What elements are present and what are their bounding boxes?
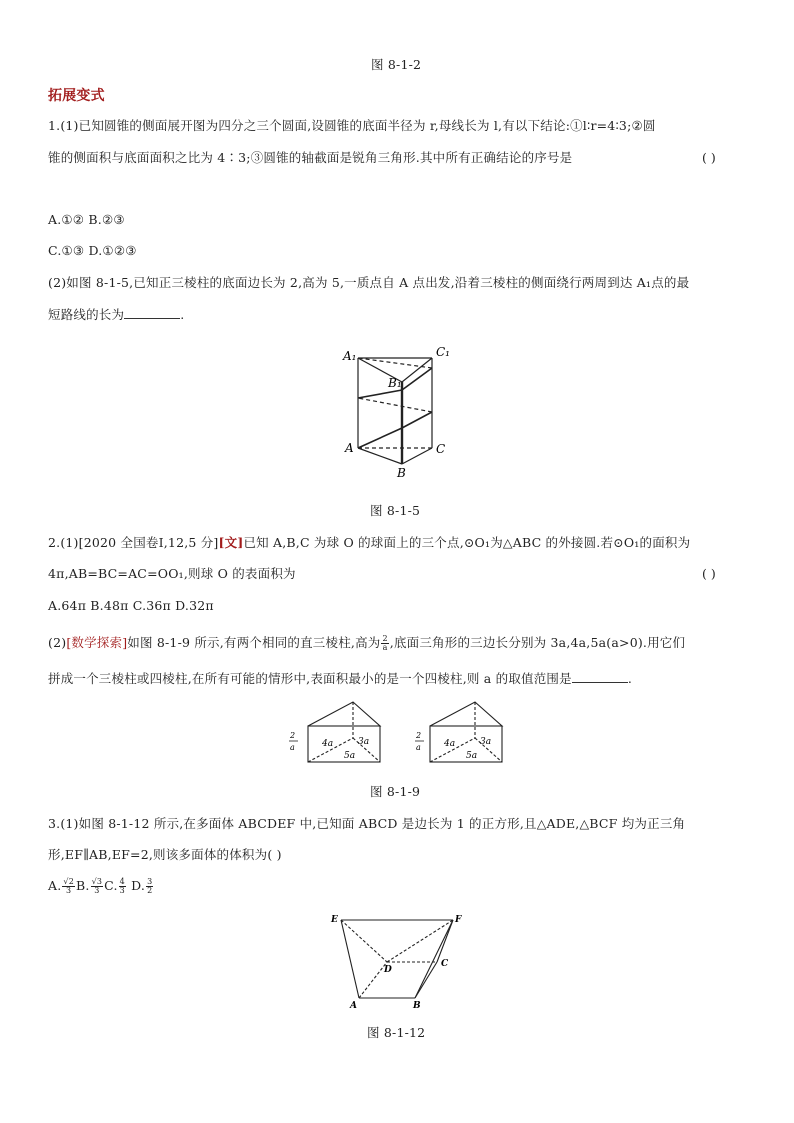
q2-part2-line1 [48, 635, 685, 652]
q3-option-a: A. $\frac{√2}{3}$ [48, 877, 74, 895]
height-fraction: $\frac{2}{a}$ [382, 634, 388, 652]
fig9-right-edge-5a: 5a [466, 751, 478, 761]
fig9-right-height-den: a [416, 743, 421, 752]
q3-option-c: C. $\frac{4}{3}$ [104, 877, 125, 895]
fig9-left-height-den: a [290, 743, 295, 752]
label-F: F [455, 915, 462, 925]
prism-figure-8-1-9-left [288, 698, 408, 768]
q3-option-d: D. $\frac{3}{2}$ [131, 877, 153, 895]
q2-options: A.64π B.48π C.36π D.32π [48, 598, 214, 613]
q2-part2-line2 [48, 670, 632, 687]
q1-part1-line1: 1.(1)已知圆锥的侧面展开图为四分之三个圆面,设圆锥的底面半径为 r,母线长为 l,有以下结论:①l∶r=4∶3;②圆 [48, 118, 656, 133]
fig9-left-edge-4a: 4a [322, 739, 334, 749]
fig9-left-height-num: 2 [290, 731, 296, 740]
prism-figure-8-1-9-right [410, 698, 530, 768]
q3-option-b: B. $\frac{√3}{3}$ [76, 877, 103, 895]
fig9-right-height-num: 2 [416, 731, 422, 740]
q2-part2-text-b: ,底面三角形的三边长分别为 3a,4a,5a(a>0).用它们 [389, 635, 686, 650]
fig9-left-edge-3a: 3a [358, 737, 370, 747]
figure-caption-8-1-12: 图 8-1-12 [367, 1025, 426, 1040]
figure-caption-8-1-2: 图 8-1-2 [371, 57, 422, 72]
q1-part2-end: . [180, 307, 185, 322]
label-D: D [384, 965, 392, 975]
q1-part2-line2-text: 短路线的长为 [48, 307, 125, 322]
fig9-right-edge-3a: 3a [480, 737, 492, 747]
q1-answer-paren: ( ) [702, 150, 716, 165]
label-A1: A₁ [343, 349, 357, 363]
figure-caption-8-1-9: 图 8-1-9 [370, 784, 421, 799]
q1-part2-line1: (2)如图 8-1-5,已知正三棱柱的底面边长为 2,高为 5,一质点自 A 点出发,沿着三棱柱的侧面绕行两周到达 A₁点的最 [48, 275, 690, 290]
label-A-3: A [350, 1001, 357, 1011]
q2-part1-line1 [48, 535, 690, 551]
label-C1: C₁ [436, 345, 450, 359]
label-A: A [345, 441, 354, 455]
q2-part2-prefix: (2) [48, 635, 67, 650]
q1-options-row1: A.①② B.②③ [48, 212, 125, 227]
label-B-3: B [413, 1001, 421, 1011]
q2-answer-paren: ( ) [702, 566, 716, 581]
answer-blank-2 [572, 670, 628, 683]
q2-part1-line2: 4π,AB=BC=AC=OO₁,则球 O 的表面积为 [48, 566, 296, 581]
q2-part2-end: . [627, 671, 633, 686]
q2-source-tag: [2020 全国卷Ⅰ,12,5 分] [78, 535, 219, 550]
q2-part2-text-a: 如图 8-1-9 所示,有两个相同的直三棱柱,高为 [127, 635, 381, 650]
label-C-3: C [441, 959, 449, 969]
polyhedron-figure-8-1-12 [325, 910, 475, 1015]
q2-part1-prefix: 2.(1) [48, 535, 79, 550]
q1-part1-line2: 锥的侧面积与底面面积之比为 4∶3;③圆锥的轴截面是锐角三角形.其中所有正确结论的序号是 [48, 150, 573, 165]
q3-part1-line2: 形,EF∥AB,EF=2,则该多面体的体积为( ) [48, 847, 282, 862]
q2-part1-rest: 已知 A,B,C 为球 O 的球面上的三个点,⊙O₁为△ABC 的外接圆.若⊙O₁的面积为 [243, 535, 691, 550]
q3-options [48, 878, 154, 895]
fig9-left-edge-5a: 5a [344, 751, 356, 761]
label-B1: B₁ [388, 376, 402, 390]
fig9-right-edge-4a: 4a [444, 739, 456, 749]
q2-math-explore-tag: [数学探索] [66, 635, 128, 650]
section-title: 拓展变式 [48, 88, 105, 104]
q2-part2-line2-text: 拼成一个三棱柱或四棱柱,在所有可能的情形中,表面积最小的是一个四棱柱,则 a 的取值范围是 [48, 671, 572, 686]
label-B: B [397, 466, 406, 480]
prism-figure-8-1-5 [330, 340, 460, 480]
q1-options-row2: C.①③ D.①②③ [48, 243, 137, 258]
q3-part1-line1: 3.(1)如图 8-1-12 所示,在多面体 ABCDEF 中,已知面 ABCD 是边长为 1 的正方形,且△ADE,△BCF 均为正三角 [48, 816, 686, 831]
label-C: C [436, 442, 446, 456]
q1-part2-line2 [48, 306, 184, 323]
label-E: E [331, 915, 338, 925]
figure-caption-8-1-5: 图 8-1-5 [370, 503, 421, 518]
q2-wen-tag: [文] [218, 535, 244, 550]
answer-blank [124, 306, 180, 319]
